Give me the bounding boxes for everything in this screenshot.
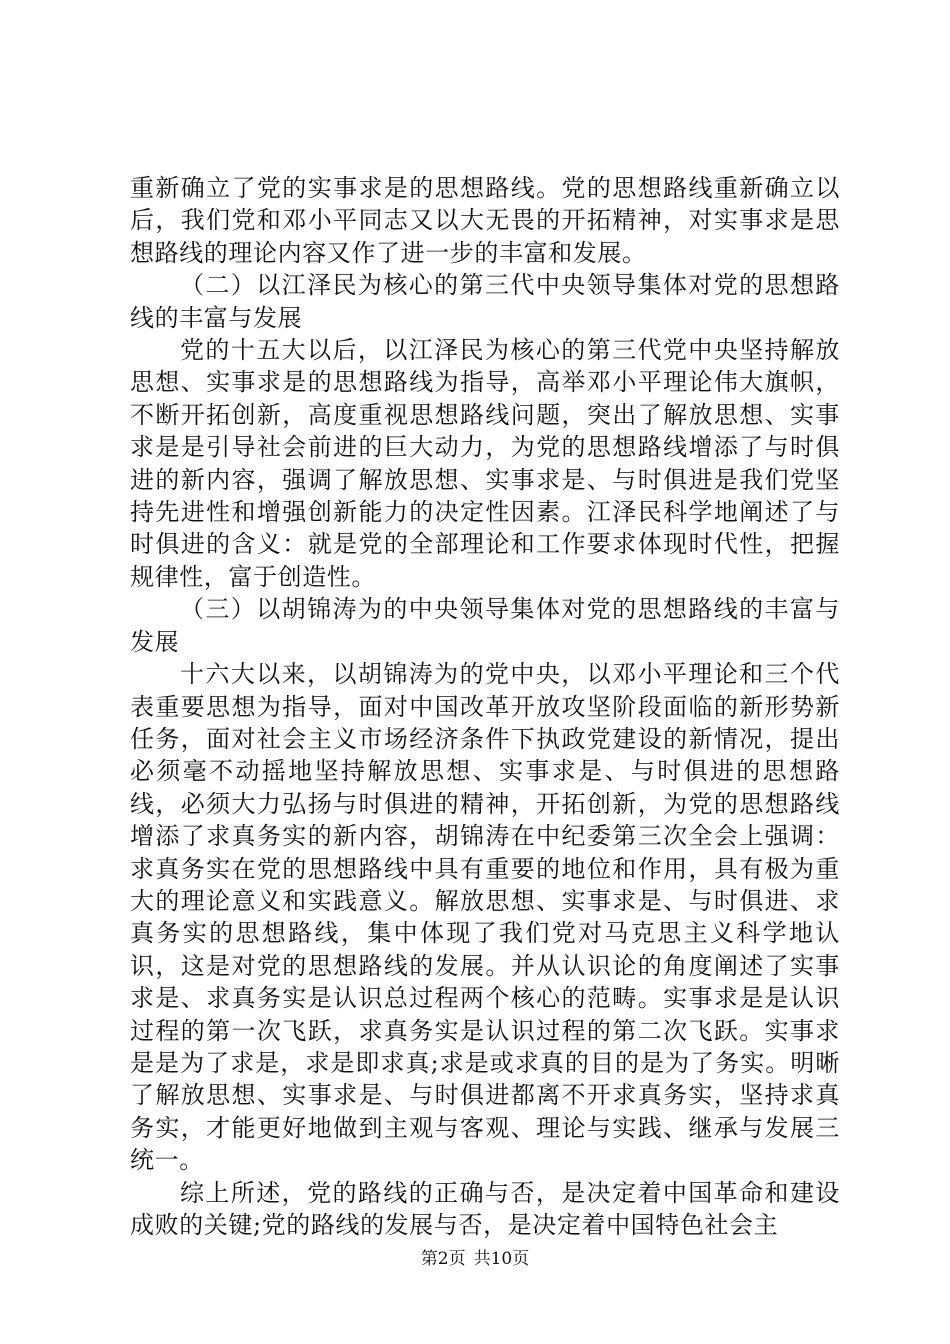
document-body	[130, 172, 840, 1241]
section-heading-2: （二）以江泽民为核心的第三代中央领导集体对党的思想路线的丰富与发展	[130, 271, 840, 332]
section-heading-3: （三）以胡锦涛为的中央领导集体对党的思想路线的丰富与发展	[130, 595, 840, 656]
paragraph-continuation: 重新确立了党的实事求是的思想路线。党的思想路线重新确立以后，我们党和邓小平同志又以大无畏的开拓精神，对实事求是思想路线的理论内容又作了进一步的丰富和发展。	[130, 174, 840, 267]
paragraph-jiang: 党的十五大以后，以江泽民为核心的第三代党中央坚持解放思想、实事求是的思想路线为指导，高举邓小平理论伟大旗帜，不断开拓创新，高度重视思想路线问题，突出了解放思想、实事求是是引导社会前进的巨大动力，为党的思想路线增添了与时俱进的新内容，强调了解放思想、实事求是、与时俱进是我们党坚持先进性和增强创新能力的决定性因素。江泽民科学地阐述了与时俱进的含义：就是党的全部理论和工作要求体现时代性，把握规律性，富于创造性。	[130, 336, 840, 591]
paragraph-summary: 综上所述，党的路线的正确与否，是决定着中国革命和建设成败的关键;党的路线的发展与否，是决定着中国特色社会主	[130, 1178, 840, 1239]
page-total: 共10页	[473, 1249, 530, 1269]
page-number: 第2页	[420, 1249, 466, 1269]
paragraph-hu: 十六大以来，以胡锦涛为的党中央，以邓小平理论和三个代表重要思想为指导，面对中国改革开放攻坚阶段面临的新形势新任务，面对社会主义市场经济条件下执政党建设的新情况，提出必须毫不动摇地坚持解放思想、实事求是、与时俱进的思想路线，必须大力弘扬与时俱进的精神，开拓创新，为党的思想路线增添了求真务实的新内容，胡锦涛在中纪委第三次全会上强调：求真务实在党的思想路线中具有重要的地位和作用，具有极为重大的理论意义和实践意义。解放思想、实事求是、与时俱进、求真务实的思想路线，集中体现了我们党对马克思主义科学地认识，这是对党的思想路线的发展。并从认识论的角度阐述了实事求是、求真务实是认识总过程两个核心的范畴。实事求是是认识过程的第一次飞跃，求真务实是认识过程的第二次飞跃。实事求是是为了求是，求是即求真;求是或求真的目的是为了务实。明晰了解放思想、实事求是、与时俱进都离不开求真务实，坚持求真务实，才能更好地做到主观与客观、理论与实践、继承与发展三统一。	[130, 660, 840, 1175]
page-footer	[0, 1244, 950, 1269]
